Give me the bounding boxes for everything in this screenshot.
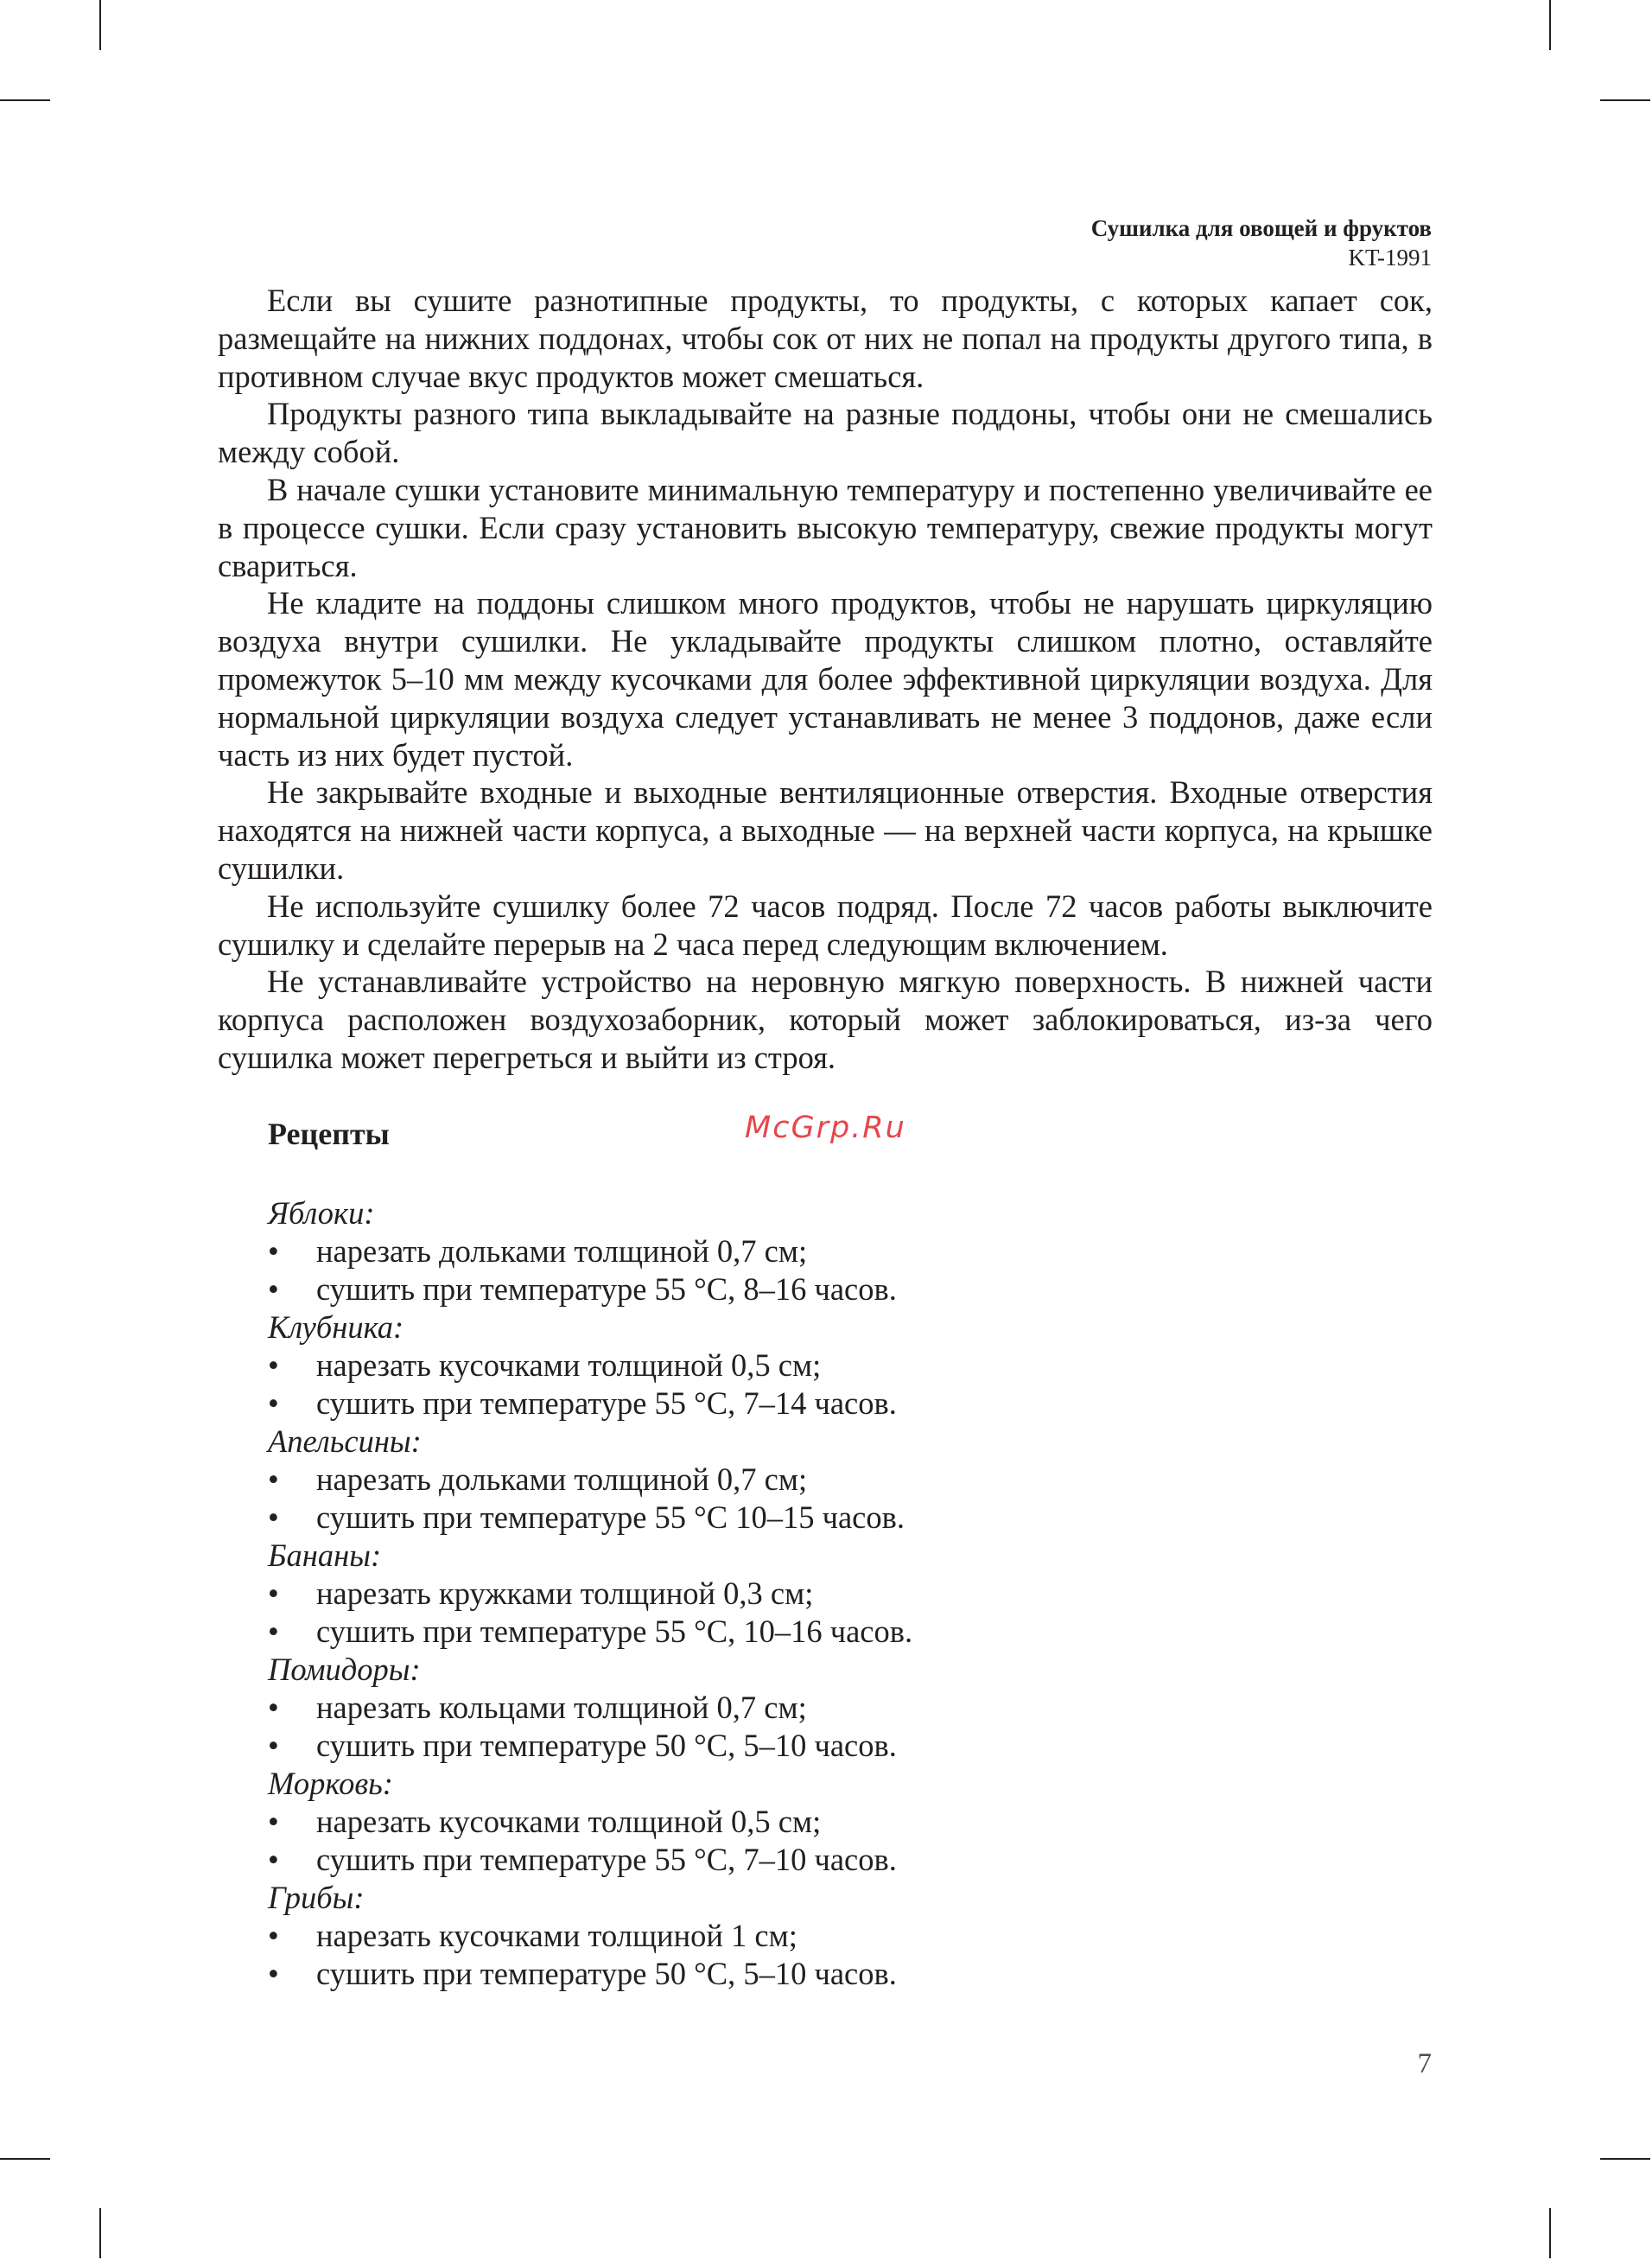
recipe-name: Апельсины: xyxy=(268,1423,422,1459)
list-item xyxy=(268,1955,912,1993)
header-title: Сушилка для овощей и фруктов xyxy=(1090,215,1432,241)
recipe-name: Бананы: xyxy=(268,1537,382,1573)
list-item xyxy=(268,1499,912,1537)
step-text: сушить при температуре 55 °С, 8–16 часов. xyxy=(316,1271,897,1307)
recipe-mushrooms xyxy=(268,1879,912,1993)
recipe-steps xyxy=(268,1917,912,1993)
recipe-carrots xyxy=(268,1765,912,1879)
bullet-icon: • xyxy=(268,1804,279,1839)
step-text: сушить при температуре 55 °С, 10–16 часов. xyxy=(316,1614,913,1649)
paragraph: Если вы сушите разнотипные продукты, то продукты, с которых капает сок, размещайте на нижних поддонах, чтобы сок от них не попал на продукты другого типа, в противном случае вкус продуктов может смешаться. xyxy=(218,283,1433,394)
recipe-bananas xyxy=(268,1537,912,1651)
bullet-icon: • xyxy=(268,1956,279,1991)
crop-mark-bottom-right-horizontal xyxy=(1600,2158,1650,2160)
list-item xyxy=(268,1232,912,1270)
recipe-strawberries xyxy=(268,1308,912,1423)
list-item xyxy=(268,1461,912,1499)
step-text: сушить при температуре 55 °С, 7–14 часов. xyxy=(316,1385,897,1421)
recipe-steps xyxy=(268,1461,912,1537)
recipe-steps xyxy=(268,1232,912,1308)
step-text: сушить при температуре 55 °С, 7–10 часов. xyxy=(316,1842,897,1877)
list-item xyxy=(268,1270,912,1308)
bullet-icon: • xyxy=(268,1576,279,1611)
recipe-name: Яблоки: xyxy=(268,1195,375,1231)
recipe-name: Морковь: xyxy=(268,1766,393,1801)
running-header xyxy=(1091,213,1432,272)
paragraph: Не устанавливайте устройство на неровную мягкую поверхность. В нижней части корпуса расположен воздухозаборник, который может заблокироваться, из-за чего сушилка может перегреться и выйти из строя. xyxy=(218,964,1433,1075)
list-item xyxy=(268,1689,912,1727)
paragraph: Не закрывайте входные и выходные вентиляционные отверстия. Входные отверстия находятся на нижней части корпуса, а выходные — на верхней части корпуса, на крышке сушилки. xyxy=(218,774,1433,886)
step-text: сушить при температуре 50 °С, 5–10 часов. xyxy=(316,1956,897,1991)
recipe-steps xyxy=(268,1575,912,1651)
step-text: нарезать кольцами толщиной 0,7 см; xyxy=(316,1690,807,1725)
bullet-icon: • xyxy=(268,1918,279,1953)
recipe-name: Грибы: xyxy=(268,1880,365,1915)
bullet-icon: • xyxy=(268,1233,279,1269)
watermark: McGrp.Ru xyxy=(745,1111,906,1145)
list-item xyxy=(268,1575,912,1613)
list-item xyxy=(268,1803,912,1841)
page-number: 7 xyxy=(1417,2048,1432,2079)
list-item xyxy=(268,1385,912,1423)
paragraph: В начале сушки установите минимальную температуру и постепенно увеличивайте ее в процессе сушки. Если сразу установить высокую температуру, свежие продукты могут свариться. xyxy=(218,471,1433,583)
step-text: нарезать кружками толщиной 0,3 см; xyxy=(316,1576,814,1611)
bullet-icon: • xyxy=(268,1842,279,1877)
list-item xyxy=(268,1917,912,1955)
list-item xyxy=(268,1346,912,1385)
list-item xyxy=(268,1841,912,1879)
step-text: нарезать кусочками толщиной 0,5 см; xyxy=(316,1347,822,1383)
bullet-icon: • xyxy=(268,1347,279,1383)
recipe-tomatoes xyxy=(268,1651,912,1765)
bullet-icon: • xyxy=(268,1728,279,1763)
instructions-body xyxy=(218,282,1433,1077)
crop-mark-top-right-horizontal xyxy=(1600,99,1650,101)
recipe-steps xyxy=(268,1689,912,1765)
bullet-icon: • xyxy=(268,1614,279,1649)
step-text: нарезать дольками толщиной 0,7 см; xyxy=(316,1233,808,1269)
recipes-list xyxy=(268,1194,912,1993)
crop-mark-bottom-left-horizontal xyxy=(0,2158,50,2160)
bullet-icon: • xyxy=(268,1385,279,1421)
recipe-name: Помидоры: xyxy=(268,1652,421,1687)
step-text: нарезать дольками толщиной 0,7 см; xyxy=(316,1461,808,1497)
crop-mark-top-right-vertical xyxy=(1549,0,1551,50)
step-text: сушить при температуре 50 °С, 5–10 часов. xyxy=(316,1728,897,1763)
crop-mark-top-left-horizontal xyxy=(0,99,50,101)
recipe-oranges xyxy=(268,1423,912,1537)
crop-mark-bottom-right-vertical xyxy=(1549,2208,1551,2258)
crop-mark-top-left-vertical xyxy=(99,0,101,50)
header-model: KT-1991 xyxy=(1348,245,1432,271)
bullet-icon: • xyxy=(268,1690,279,1725)
list-item xyxy=(268,1727,912,1765)
recipe-name: Клубника: xyxy=(268,1309,404,1345)
paragraph: Продукты разного типа выкладывайте на разные поддоны, чтобы они не смешались между собой. xyxy=(218,396,1433,470)
bullet-icon: • xyxy=(268,1461,279,1497)
recipe-steps xyxy=(268,1803,912,1879)
step-text: нарезать кусочками толщиной 1 см; xyxy=(316,1918,797,1953)
recipes-heading: Рецепты xyxy=(268,1117,390,1151)
recipe-steps xyxy=(268,1346,912,1423)
recipe-apples xyxy=(268,1194,912,1308)
bullet-icon: • xyxy=(268,1271,279,1307)
paragraph: Не кладите на поддоны слишком много продуктов, чтобы не нарушать циркуляцию воздуха внутри сушилки. Не укладывайте продукты слишком плотно, оставляйте промежуток 5–10 мм между кусочками для более эффективной циркуляции воздуха. Для нормальной циркуляции воздуха следует устанавливать не менее 3 поддонов, даже если часть из них будет пустой. xyxy=(218,585,1433,773)
paragraph: Не используйте сушилку более 72 часов подряд. После 72 часов работы выключите сушилку и сделайте перерыв на 2 часа перед следующим включением. xyxy=(218,888,1433,962)
crop-mark-bottom-left-vertical xyxy=(99,2208,101,2258)
bullet-icon: • xyxy=(268,1499,279,1535)
step-text: сушить при температуре 55 °С 10–15 часов. xyxy=(316,1499,905,1535)
step-text: нарезать кусочками толщиной 0,5 см; xyxy=(316,1804,822,1839)
list-item xyxy=(268,1613,912,1651)
